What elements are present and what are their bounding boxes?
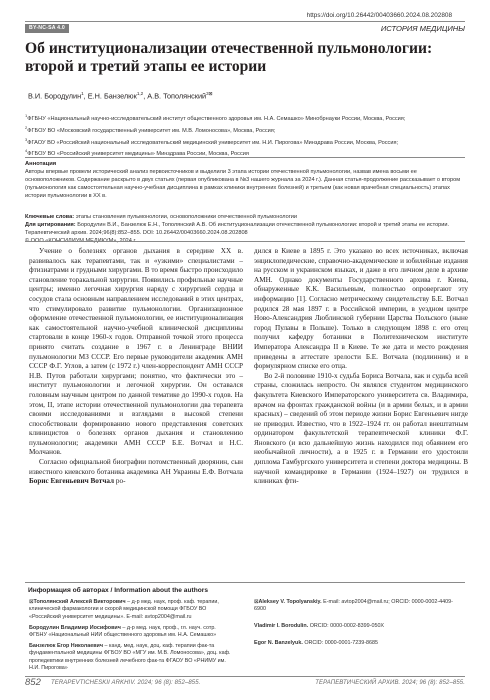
divider xyxy=(25,241,465,242)
author-info-name: Aleksey V. Topolyanskiy. xyxy=(258,599,322,605)
keywords-line xyxy=(25,213,465,221)
author-list: В.И. Бородулин$^1$, Е.Н. Банзелюк$^{1,2}$, А.В. Тополянский$^{3⊠}$ xyxy=(28,91,213,101)
author-info-text: ORCID: 0000-0002-8399-050X xyxy=(308,622,385,629)
author-sup: 1,2 xyxy=(136,91,144,96)
affiliation-sup: 4 xyxy=(25,148,28,154)
author-info-name: Vladimir I. Borodulin. xyxy=(254,622,309,629)
mail-icon: ⊠ xyxy=(254,599,259,605)
affiliation-text: ФГБНУ «Национальный научно-исследовательский институт общественного здоровья им. Н.А. Семашко» Минобрнауки России, Москва, Россия; xyxy=(27,115,406,122)
citation-label: Для цитирования: xyxy=(25,222,76,228)
author-name: В.И. Бородулин xyxy=(28,91,82,101)
author-info-name: Egor N. Banzelyuk. xyxy=(254,640,303,647)
author-info-name: Тополянский Алексей Викторович xyxy=(33,599,126,605)
body-paragraph: Учение о болезнях органов дыхания в середине XX в. развивалось как терапевтами, так и «узкими» специалистами – фтизиатрами и грудными хирургами. В то время быстро происходило становление торакальной хирургии. Появились профильные научные центры; именно легочная хирургия наряду с хирургией сердца и сосудов стала основным направлением исследований в этих центрах, что стимулировало развитие пульмонологии. Организационное оформление отечественной пульмонологии, ее институционализация как самостоятельной научно-учебной клинической дисциплины стартовали в конце 1960-х годов. Отправной точкой этого процесса принято считать создание в 1967 г. в Ленинграде ВНИИ пульмонологии МЗ СССР. Его первые руководители академик АМН СССР Ф.Г. Углов, а затем (с 1972 г.) член-корреспондент АМН СССР Н.В. Путов работали хирургами; понятно, что фактически это – институт пульмонологии и легочной хирургии. Он оставался головным научным центром по данной тематике до 1990-х годов. На этом, II, этапе истории отечественной пульмонологии два терапевта своими исследованиями и взглядами в высокой степени способствовали формированию нового представления советских клиницистов о болезнях органов дыхания и становлению пульмонологии; академики АМН СССР Б.Е. Вотчал и Н.С. Молчанов. xyxy=(29,247,243,457)
divider xyxy=(25,582,465,583)
divider xyxy=(25,676,465,677)
body-paragraph xyxy=(29,458,243,487)
author-info-text: – д-р мед. наук, проф., гл. науч. сотр. ФГБНУ «Национальный НИИ общественного здоровья им. Н.А. Семашко» xyxy=(29,624,217,639)
author-info-item xyxy=(29,643,235,673)
citation-line xyxy=(25,221,465,237)
divider xyxy=(25,157,465,158)
abstract-text: Авторы впервые провели исторический анализ первоисточников и выделили 3 этапа истории отечественной пульмонологии, назвав именa восьми ее основоположников. Содержание раскрыто в двух статьях (первая опубликована в №3 нашего журнала за 2024 г.). Данная статья-продолжение рассказывает о втором (пульмонология как самостоятельная научно-учебная дисциплина в рамках клиники внутренних болезней) и третьем (как новая врачебная специальность) этапах истории пульмонологии в XX в. xyxy=(25,169,461,199)
keywords: этапы становления пульмонологии, основоположники отечественной пульмонологии xyxy=(75,214,298,220)
body-column-right xyxy=(254,247,468,487)
body-bold-name: Борис Евгеньевич Вотчал xyxy=(29,477,115,486)
affiliation-sup: 3 xyxy=(25,136,28,142)
doi-link[interactable]: https://doi.org/10.26442/00403660.2024.08.202808 xyxy=(306,12,452,19)
author-info-item xyxy=(29,625,235,640)
page-footer xyxy=(25,677,465,690)
page-number: 852 xyxy=(25,677,41,688)
author-info-ru xyxy=(29,599,235,676)
author-info-item xyxy=(29,599,235,621)
body-paragraph: Во 2-й половине 1910-х судьба Бориса Вотчала, как и судьба всей страны, сложилась непросто. Он являлся студентом медицинского факультета Киевского Императорского университета св. Владимира, врачом на фронтах гражданской войны (и в армии белых, и в армии красных) – сведений об этом периоде жизни Борис Евгеньевич нигде не приводил. Известно, что в 1922–1924 гг. он работал внештатным ординатором факультетской терапевтической клиники Ф.Г. Яновского (и всю дальнейшую жизнь находился под обаянием его необычайной личности), а в 1925 г. в Германии его удостоили диплома Гамбургского университета и степени доктора медицины. В научной командировке в Германии (1924–1927) он трудился в клиниках фти- xyxy=(254,371,468,486)
author-info-text: – д-р мед. наук, проф. каф. терапии, клинической фармакологии и скорой медицинской помощи ФГБОУ ВО «Российский университет медицины». E-mail: avtop2004@mail.ru xyxy=(29,599,219,620)
author-info-item xyxy=(254,623,460,630)
body-text: Согласно официальной биографии потомственный дворянин, сын известного киевского ботаника академика АН Украины Е.Ф. Вотчала xyxy=(29,458,243,476)
author-info-name: Бородулин Владимир Иосифович xyxy=(29,624,121,631)
affiliation-text: ФГБОУ ВО «Московский государственный университет им. М.В. Ломоносова», Москва, Россия; xyxy=(27,127,276,134)
affiliations xyxy=(25,112,465,159)
author-sup: 1 xyxy=(81,91,84,96)
author-info-name: Банзелюк Егор Николаевич xyxy=(29,643,103,650)
author-name: Е.Н. Банзелюк xyxy=(87,91,137,101)
body-paragraph: дился в Киеве в 1895 г. Это указано во всех источниках, включая энциклопедические, справочно-академические и юбилейные издания на русском и украинском языках, и даже в его личном деле в архиве АМН. Однако документы Государственного архива г. Киева, обнаруженные К.К. Васильевым, полностью опровергают эту информацию [1]. Согласно метрическому свидетельству Б.Е. Вотчал родился 28 мая 1897 г. в Российской империи, в уездном центре Ново-Александрия Люблинской губернии Царства Польского (ныне город Пулавы в Польше). Только в следующем 1898 г. его отец получил кафедру ботаники в Политехническом институте Императора Александра II в Киеве. Те же дата и место рождения приведены в аттестате зрелости Б.Е. Вотчала (подлинник) и в формулярном списке его отца. xyxy=(254,247,468,371)
affiliation-sup: 2 xyxy=(25,124,28,130)
author-info-en xyxy=(254,599,460,651)
header-band xyxy=(25,21,465,33)
affiliation-item xyxy=(25,112,465,124)
mail-icon: ⊠ xyxy=(29,599,34,605)
author-info-text: E-mail: avtop2004@mail.ru; ORCID: 0000-0002-4409-6900 xyxy=(254,599,453,613)
author-info-text: – канд. мед. наук, доц. каф. терапии фак-та фундаментальной медицины ФГБОУ ВО «МГУ им. М.В. Ломоносова», доц. каф. пропедевтики внутренних болезней лечебного фак-та ФГАОУ ВО «РНИМУ им. Н.И. Пирогова» xyxy=(29,643,231,672)
affiliation-text: ФГАОУ ВО «Российский национальный исследовательский медицинский университет им. Н.И. Пирогова» Минздрава России, Москва, Россия; xyxy=(27,139,399,146)
affiliation-text: ФГБОУ ВО «Российский университет медицины» Минздрава России, Москва, Россия xyxy=(27,151,249,158)
keywords-label: Ключевые слова: xyxy=(25,214,75,220)
author-info-text: ORCID: 0000-0001-7239-8685 xyxy=(302,640,379,647)
article-title: Об институционализации отечественной пульмонологии: второй и третий этапы ее истории xyxy=(25,40,433,75)
license-badge[interactable]: BY-NC-SA 4.0 xyxy=(25,24,69,33)
abstract-heading: Аннотация xyxy=(25,161,57,167)
affiliation-item xyxy=(25,136,465,148)
section-label: ИСТОРИЯ МЕДИЦИНЫ xyxy=(380,24,465,33)
author-info-item xyxy=(254,640,460,647)
author-name: А.В. Тополянский xyxy=(147,91,207,101)
author-info-item xyxy=(254,599,460,614)
footer-journal-en: TERAPEVTICHESKII ARKHIV. 2024; 96 (8): 852–855. xyxy=(51,680,201,686)
footer-journal-ru: ТЕРАПЕВТИЧЕСКИЙ АРХИВ. 2024; 96 (8): 852–855. xyxy=(315,680,465,686)
body-column-left xyxy=(29,247,243,487)
author-info-heading: Информация об авторах / Information about the authors xyxy=(28,587,208,594)
author-sup: 3⊠ xyxy=(206,91,213,96)
affiliation-item xyxy=(25,124,465,136)
citation: Бородулин В.И., Банзелюк Е.Н., Тополянский А.В. Об институционализации отечественной пульмонологии: второй и третий этапы ее истории. Терапевтический архив. 2024;96(8):852–855. DOI: 10.26442/00403660.2024.08.202808 xyxy=(25,222,450,236)
affiliation-sup: 1 xyxy=(25,113,28,118)
body-text: ро- xyxy=(115,477,126,486)
